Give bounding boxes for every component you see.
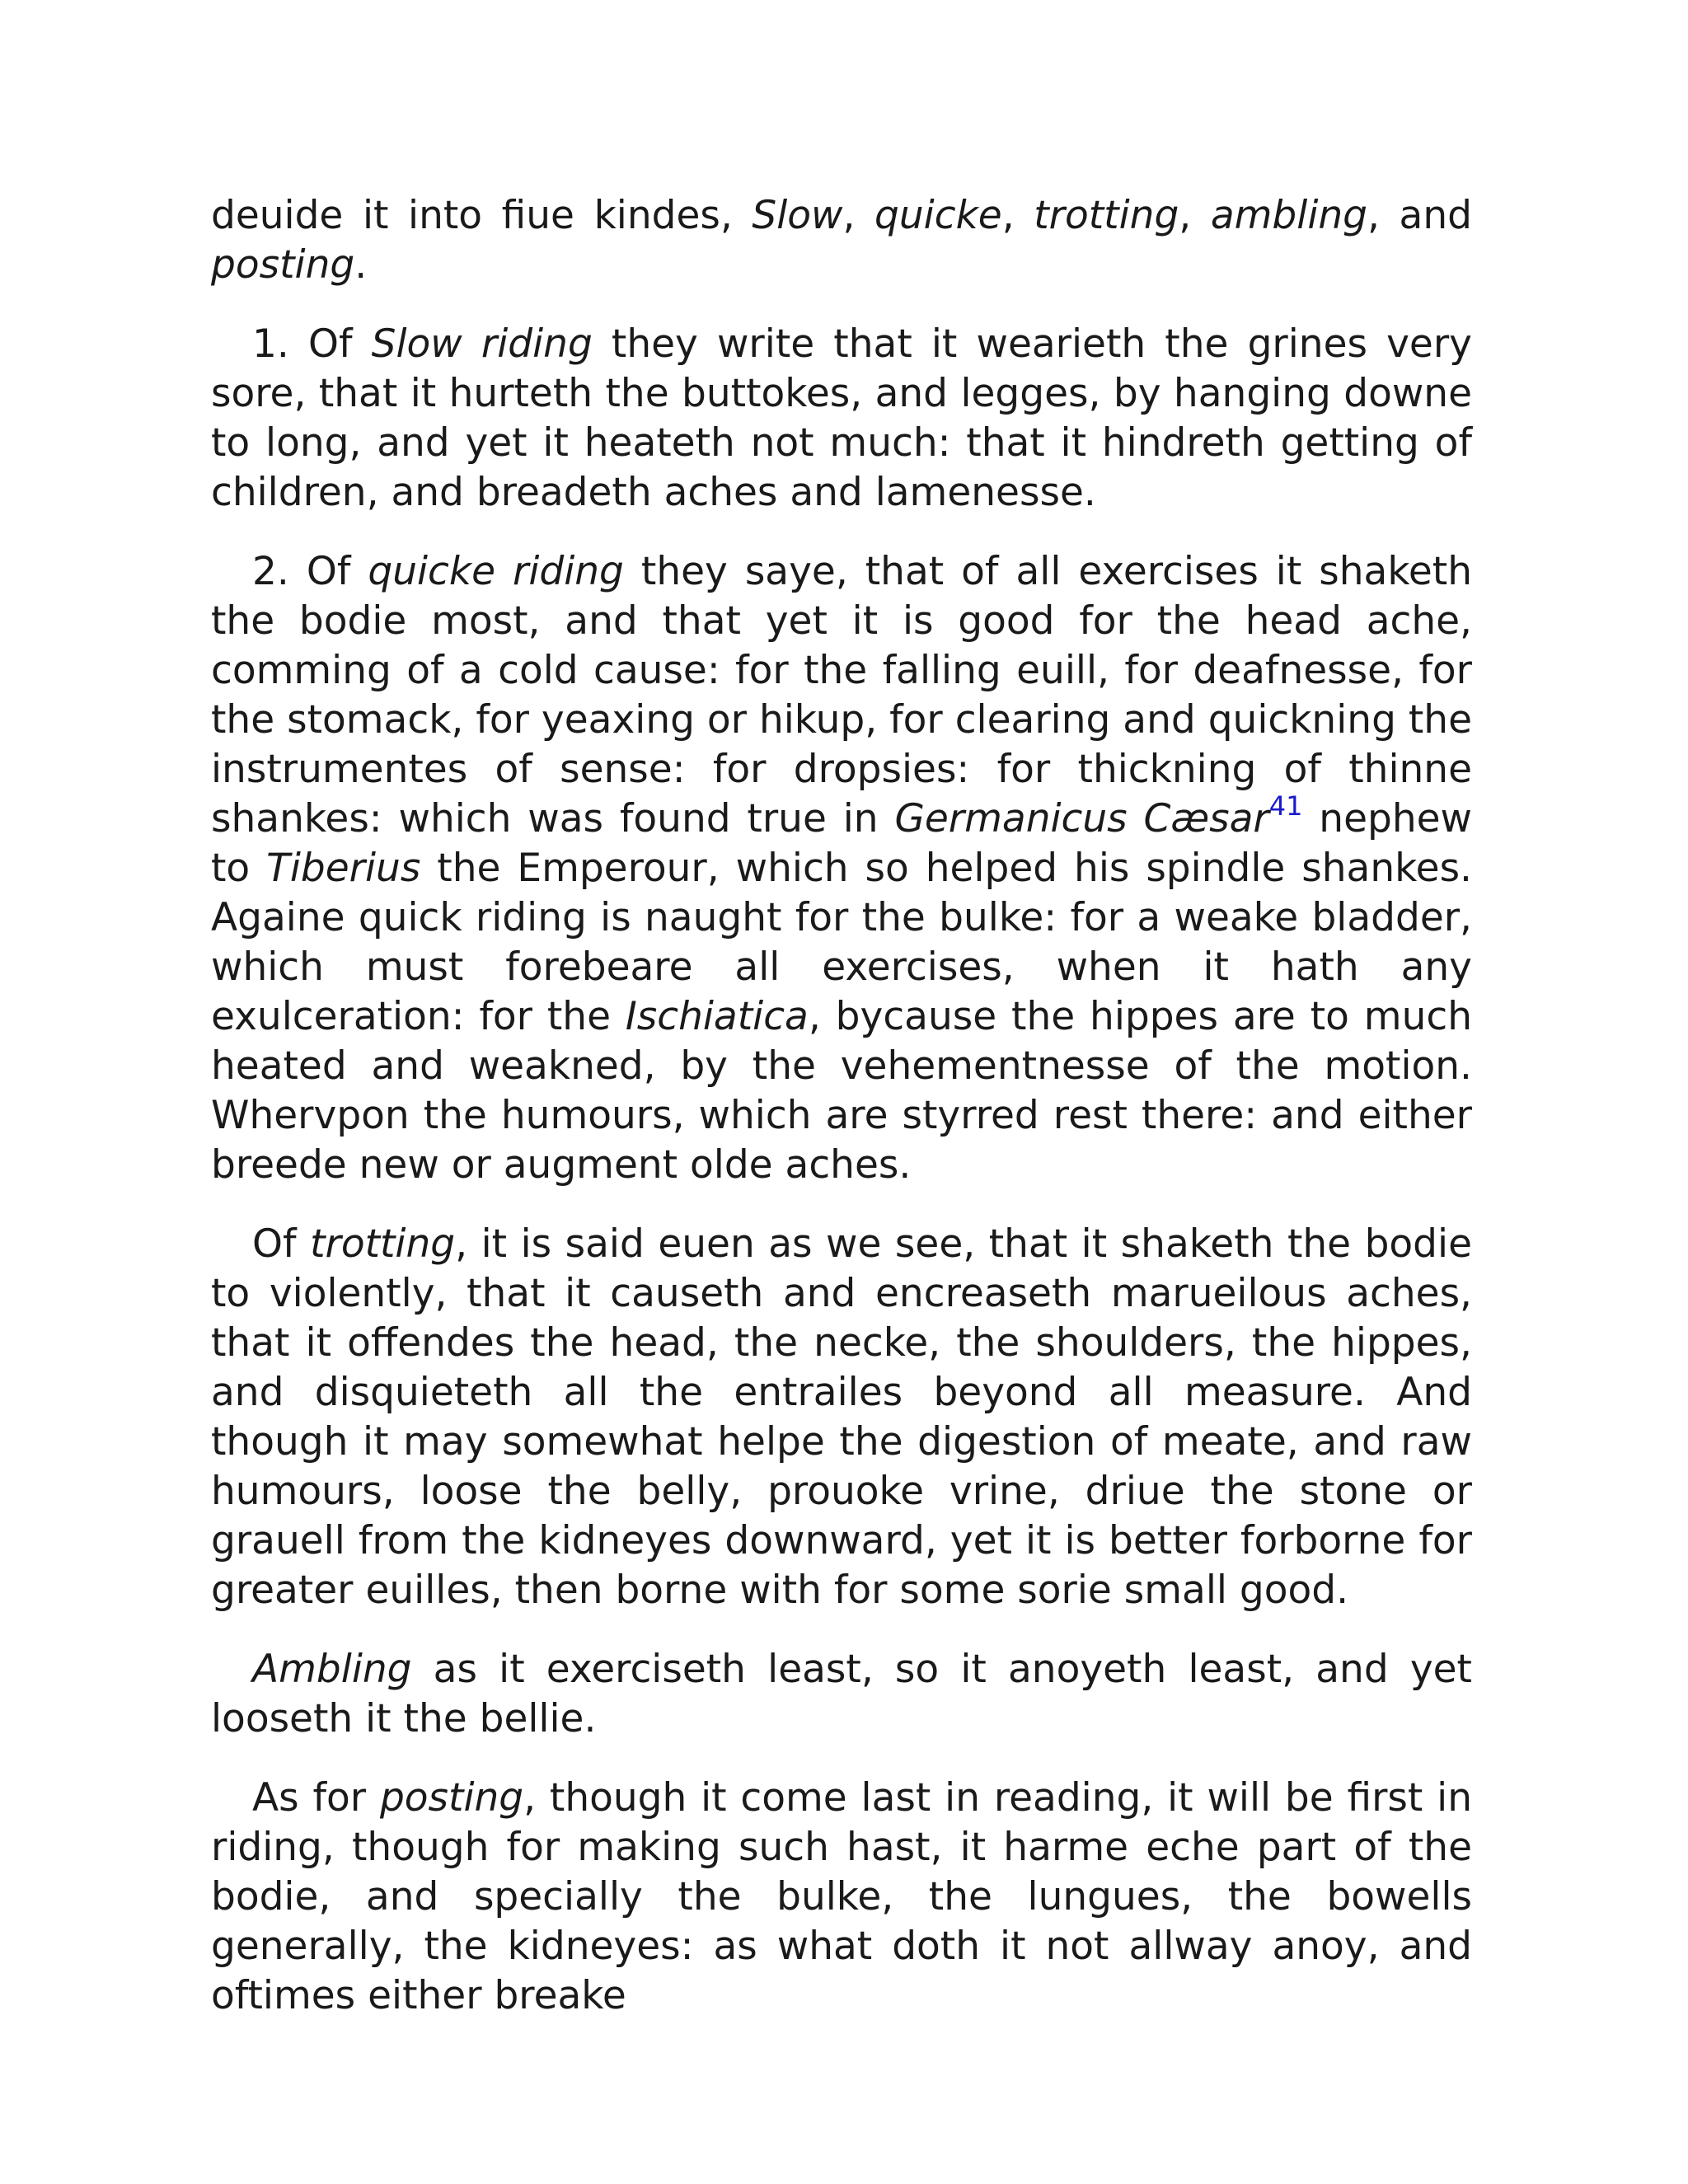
footnote-ref-link[interactable]: 41 (1268, 790, 1303, 823)
italic-text: trotting (1034, 193, 1179, 238)
paragraph (211, 320, 1472, 518)
body-text: they write that it wearieth the grines very sore, that it hurteth the buttokes, and legges, by hanging downe to long, and yet it heateth not much: that it hindreth getting of children, and breadeth aches and lamenesse. (211, 321, 1472, 515)
italic-text: Slow riding (371, 321, 593, 367)
italic-text: Germanicus Cæsar (894, 796, 1269, 841)
paragraph (211, 547, 1472, 1190)
italic-text: Ischiatica (625, 994, 809, 1039)
body-text: , (842, 193, 875, 238)
paragraph (211, 191, 1472, 290)
body-text: 2. Of (252, 549, 368, 594)
body-text: 1. Of (252, 321, 372, 367)
body-text: . (354, 242, 368, 288)
italic-text: trotting (310, 1221, 456, 1267)
italic-text: ambling (1210, 193, 1368, 238)
paragraph (211, 1645, 1472, 1744)
italic-text: Slow (752, 193, 843, 238)
body-text: As for (252, 1775, 380, 1821)
body-text: the Emperour, which so helped his spindle shankes. Againe quick riding is naught for the bulke: for a weake bladder, which must forebeare all exercises, when it hath any exulceration: for the (211, 846, 1472, 1039)
body-text: , (1001, 193, 1034, 238)
body-text: Of (252, 1221, 311, 1267)
body-text: , though it come last in reading, it will be first in riding, though for making such hast, it harme eche part of the bodie, and specially the bulke, the lungues, the bowells generally, the kidneyes: as what doth it not allway anoy, and oftimes either breake (211, 1775, 1472, 2018)
body-text: , and (1367, 193, 1472, 238)
italic-text: quicke riding (368, 549, 624, 594)
italic-text: posting (379, 1775, 524, 1821)
italic-text: Ambling (252, 1647, 412, 1692)
paragraph (211, 1220, 1472, 1615)
body-text: nephew to (211, 796, 1472, 891)
body-text: they saye, that of all exercises it shaketh the bodie most, and that yet it is good for the head ache, comming of a cold cause: for the falling euill, for deafnesse, for the stomack, for yeaxing or hikup, for clearing and quickning the instrumentes of sense: for dropsies: for thickning of thinne shankes: which was found true in (211, 549, 1473, 841)
paragraph (211, 1774, 1472, 2021)
body-text: , bycause the hippes are to much heated and weakned, by the vehementnesse of the motion. Whervpon the humours, which are styrred rest there: and either breede new or augment olde aches. (211, 994, 1472, 1188)
italic-text: Tiberius (266, 846, 421, 891)
italic-text: quicke (874, 193, 1002, 238)
body-text: deuide it into fiue kindes, (211, 193, 753, 238)
document-page (211, 191, 1472, 2050)
body-text: , it is said euen as we see, that it shaketh the bodie to violently, that it causeth and encreaseth marueilous aches, that it offendes the head, the necke, the shoulders, the hippes, and disquieteth all the entrailes beyond all measure. And though it may somewhat helpe the digestion of meate, and raw humours, loose the belly, prouoke vrine, driue the stone or grauell from the kidneyes downward, yet it is better forborne for greater euilles, then borne with for some sorie small good. (211, 1221, 1472, 1613)
body-text: as it exerciseth least, so it anoyeth least, and yet looseth it the bellie. (211, 1647, 1472, 1741)
italic-text: posting (211, 242, 355, 288)
body-text: , (1179, 193, 1211, 238)
